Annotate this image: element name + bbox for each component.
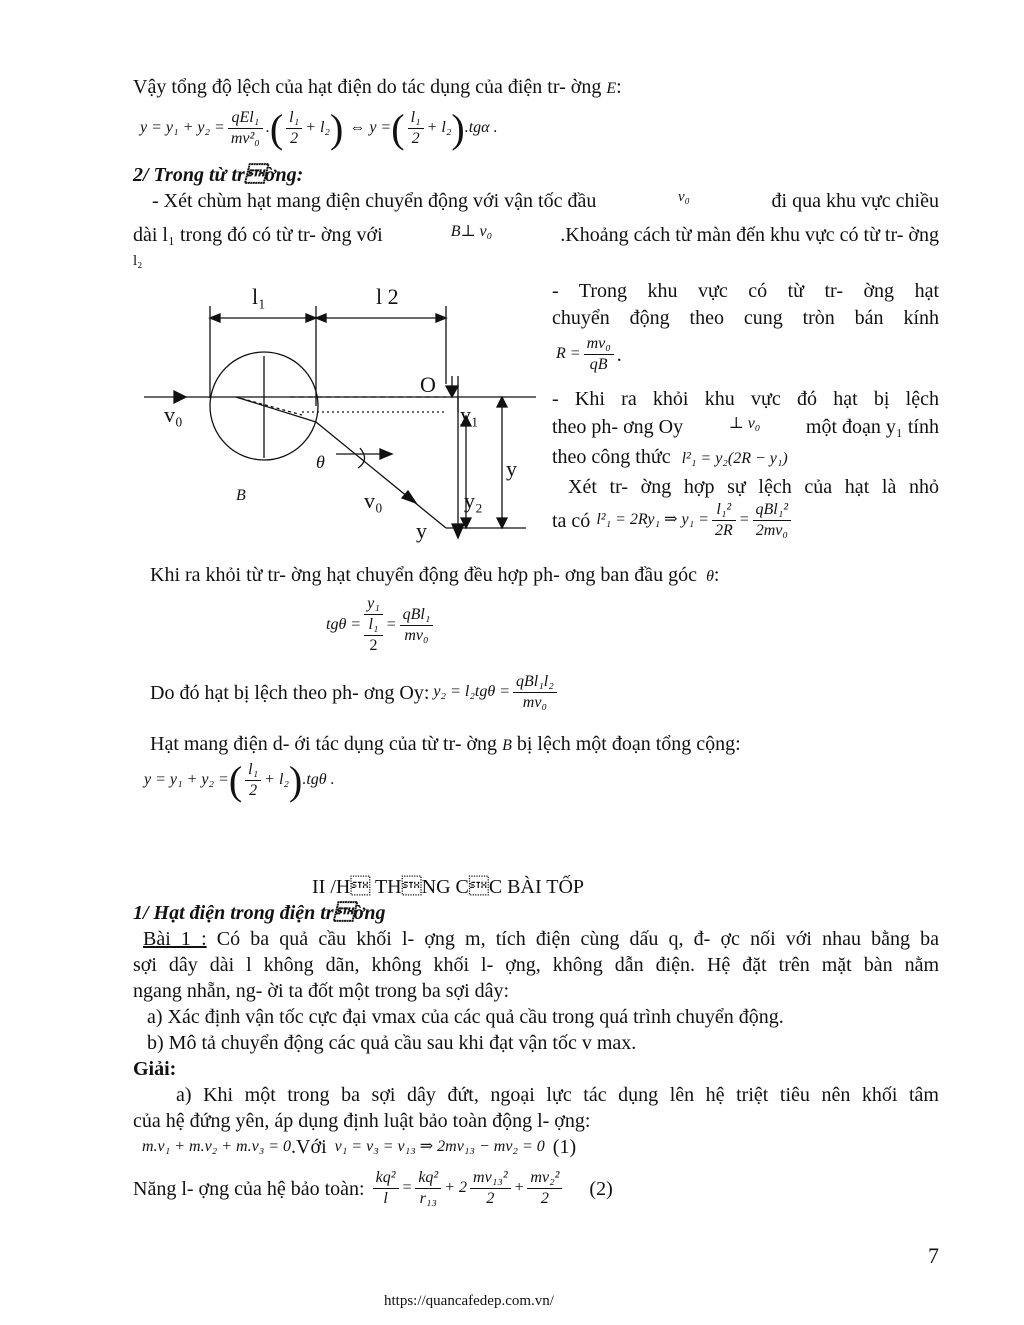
right-text-3: - Khi ra khỏi khu vực đó hạt bị lệch — [552, 388, 939, 410]
small-deflection-formula: ta có l²₁ = 2Ry₁ ⇒ y₁ = $\frac{\text{l₁²}}{2R}$ = $\frac{\text{qBl₁²}}{\text{2mv₀}}$ — [552, 500, 794, 541]
right-text-5: theo công thức l²₁ = y₂(2R − y₁) — [552, 446, 788, 468]
label-y2: y₂ — [464, 488, 483, 513]
momentum-equation: m.v₁ + m.v₂ + m.v₃ = 0 .Với v₁ = v₃ = v₁₃ ⇒ 2mv₁₃ − mv₂ = 0 (1) — [142, 1136, 577, 1158]
radius-formula: R = $\frac{\text{mv₀}}{qB}$ . — [556, 335, 622, 373]
bai1-line-1: Bài 1 : Có ba quả cầu khối l- ợng m, tích điện cùng dấu q, đ- ợc nối với nhau bằng ba — [143, 928, 939, 950]
section-ii-title: II /H THNG CC BÀI TỐP — [312, 876, 585, 898]
label-v0-left: v₀ — [164, 402, 183, 427]
label-O: O — [420, 372, 436, 397]
solution-heading: Giải: — [133, 1058, 177, 1080]
frac-qel-mv: $\frac{\text{qEl₁}}{\text{mv²₀}}$ — [228, 108, 263, 149]
right-text-6: Xét tr- ờng hợp sự lệch của hạt là nhỏ — [568, 476, 939, 498]
bai1-line-3: ngang nhẵn, ng- ời ta đốt một trong ba sợi dây: — [133, 980, 510, 1002]
source-link[interactable]: https://quancafedep.com.vn/ — [384, 1293, 554, 1309]
solution-line-1: a) Khi một trong ba sợi dây đứt, ngoại lực tác dụng lên hệ triệt tiêu nên khối tâm — [176, 1084, 939, 1106]
total-deflection-text: Hạt mang điện d- ới tác dụng của từ tr- ờng B bị lệch một đoạn tổng cộng: — [150, 733, 741, 755]
label-l1: l₁ — [252, 284, 266, 309]
tan-theta-formula: tgθ = y₁ l₁ 2 = $\frac{\text{qBl₁}}{\text{mv₀}}$ — [326, 594, 436, 656]
right-text-2: chuyển động theo cung tròn bán kính — [552, 307, 939, 329]
label-y1: y₁ — [460, 402, 479, 427]
total-deflection-formula: y = y₁ + y₂ = ( $\frac{\text{l₁}}{2}$ + l₂ ) .tgθ . — [144, 757, 335, 803]
para-magnetic-2: dài l₁ trong đó có từ tr- ờng với B⊥ v₀ .Khoảng cách từ màn đến khu vực có từ tr- ờng — [133, 223, 939, 246]
label-y-bottom: y — [416, 518, 427, 543]
solution-line-2: của hệ đứng yên, áp dụng định luật bảo toàn động l- ợng: — [133, 1110, 591, 1132]
question-b: b) Mô tả chuyển động các quả cầu sau khi đạt vận tốc v max. — [147, 1032, 637, 1054]
para-magnetic-3: l₂ — [133, 253, 143, 269]
label-v0-mid: v₀ — [364, 488, 383, 513]
right-text-1: - Trong khu vực có từ tr- ờng hạt — [552, 280, 939, 302]
deflection-diagram — [140, 276, 550, 546]
section-heading-magnetic: 2/ Trong từ trờng: — [133, 164, 304, 186]
bai1-line-2: sợi dây dài l không dãn, không khối l- ợng, không dẫn điện. Hệ đặt trên mặt bàn nằm — [133, 954, 939, 976]
e-field-formula: y = y₁ + y₂ = $\frac{\text{qEl₁}}{\text{mv²₀}}$ . ( $\frac{\text{l₁}}{2}$ + l₂ ) ⇔ y = ( $\frac{\text{l₁}}{2}$ + l₂ ) .tgα . — [140, 105, 498, 151]
energy-equation: Năng l- ợng của hệ bảo toàn: $\frac{\text{kq²}}{l}$ = $\frac{\text{kq²}}{\text{r₁₃}}$ + 2 $\frac{\text{mv₁₃²}}{2}$ + $\frac{\text{mv₂²}}{2}$ (2) — [133, 1169, 613, 1207]
label-l2: l 2 — [376, 284, 399, 309]
right-text-4: theo ph- ơng Oy ⊥ v₀ một đoạn y₁ tính — [552, 415, 939, 438]
oy-deflection-line: Do đó hạt bị lệch theo ph- ơng Oy: y₂ = l₂tgθ = $\frac{\text{qBl₁l₂}}{\text{mv₀}}$ — [150, 672, 560, 713]
page-number: 7 — [928, 1243, 939, 1268]
label-B: B — [236, 487, 246, 504]
label-theta: θ — [316, 452, 325, 472]
e-vector: E — [606, 80, 617, 97]
para-magnetic-1: - Xét chùm hạt mang điện chuyển động với vận tốc đầu v₀ đi qua khu vực chiều — [152, 189, 939, 212]
exit-angle-text: Khi ra khỏi từ tr- ờng hạt chuyển động đều hợp ph- ơng ban đầu góc θ: — [150, 564, 720, 586]
question-a: a) Xác định vận tốc cực đại vmax của các quả cầu trong quá trình chuyển động. — [147, 1006, 784, 1028]
label-y-total: y — [506, 456, 517, 481]
section-ii-subtitle: 1/ Hạt điện trong điện trờng — [133, 902, 386, 924]
e-field-intro: Vậy tổng độ lệch của hạt điện do tác dụng của điện tr- ờng E: — [133, 76, 622, 98]
